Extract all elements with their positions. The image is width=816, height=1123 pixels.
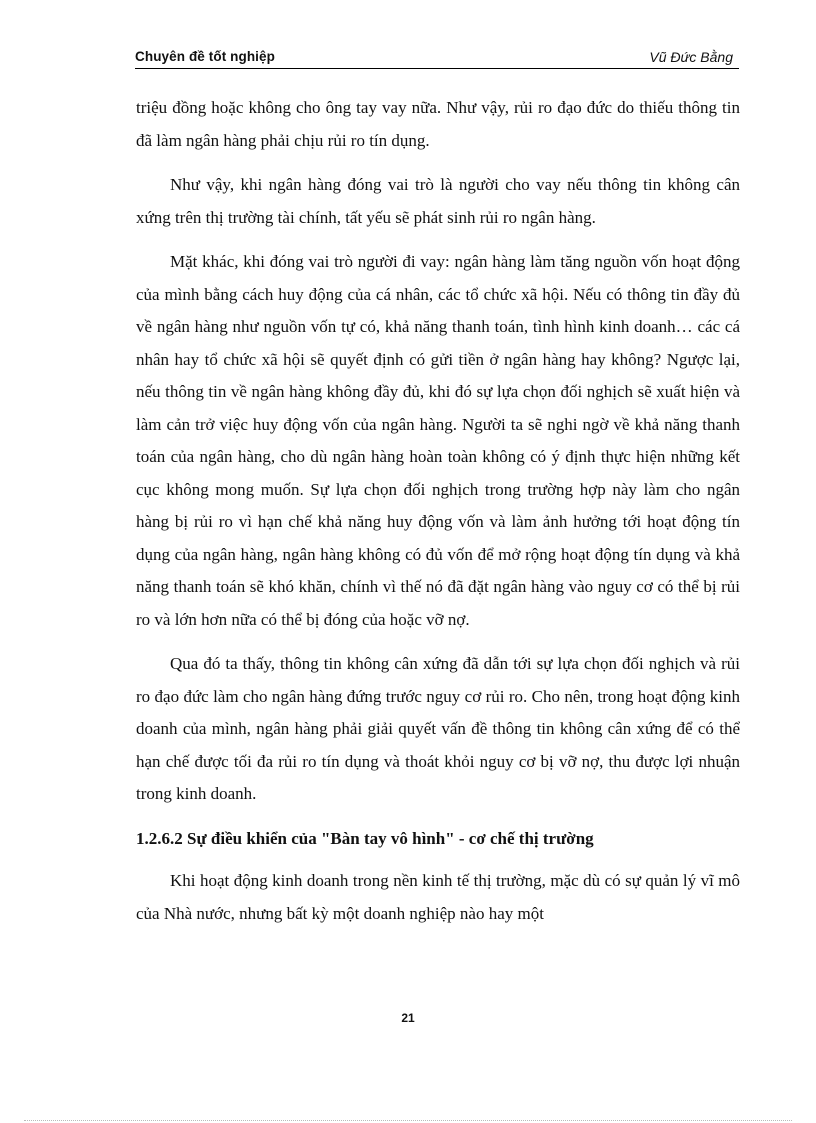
page-header [135, 48, 739, 70]
section-heading: 1.2.6.2 Sự điều khiển của "Bàn tay vô hình" - cơ chế thị trường [136, 828, 594, 848]
paragraph-2: Như vậy, khi ngân hàng đóng vai trò là người cho vay nếu thông tin không cân xứng trên thị trường tài chính, tất yếu sẽ phát sinh rủi ro ngân hàng. [136, 175, 740, 227]
header-author: Vũ Đức Bằng [649, 49, 733, 65]
paragraph-5: Khi hoạt động kinh doanh trong nền kinh tế thị trường, mặc dù có sự quản lý vĩ mô của Nhà nước, nhưng bất kỳ một doanh nghiệp nào hay một [136, 871, 740, 923]
paragraph-4: Qua đó ta thấy, thông tin không cân xứng đã dẫn tới sự lựa chọn đối nghịch và rủi ro đạo đức làm cho ngân hàng đứng trước nguy cơ rủi ro. Cho nên, trong hoạt động kinh doanh của mình, ngân hàng phải giải quyết vấn đề thông tin không cân xứng để có thể hạn chế được tối đa rủi ro tín dụng và thoát khỏi nguy cơ bị vỡ nợ, thu được lợi nhuận trong kinh doanh. [136, 654, 740, 803]
page-body [136, 92, 740, 942]
page-number: 21 [401, 1011, 415, 1025]
page-bottom-border [24, 1120, 792, 1121]
paragraph-1: triệu đồng hoặc không cho ông tay vay nữa. Như vậy, rủi ro đạo đức do thiếu thông tin đã làm ngân hàng phải chịu rủi ro tín dụng. [136, 98, 740, 150]
paragraph-3: Mặt khác, khi đóng vai trò người đi vay: ngân hàng làm tăng nguồn vốn hoạt động của mình bằng cách huy động của cá nhân, các tổ chức xã hội. Nếu có thông tin đầy đủ về ngân hàng như nguồn vốn tự có, khả năng thanh toán, tình hình kinh doanh… các cá nhân hay tổ chức xã hội sẽ quyết định có gửi tiền ở ngân hàng hay không? Ngược lại, nếu thông tin về ngân hàng không đầy đủ, khi đó sự lựa chọn đối nghịch sẽ xuất hiện và làm cản trở việc huy động vốn của ngân hàng. Người ta sẽ nghi ngờ về khả năng thanh toán của ngân hàng, cho dù ngân hàng hoàn toàn không có ý định thực hiện những kết cục không mong muốn. Sự lựa chọn đối nghịch trong trường hợp này làm cho ngân hàng bị rủi ro vì hạn chế khả năng huy động vốn và làm ảnh hưởng tới hoạt động tín dụng của ngân hàng, ngân hàng không có đủ vốn để mở rộng hoạt động tín dụng và khả năng thanh toán sẽ khó khăn, chính vì thế nó đã đặt ngân hàng vào nguy cơ có thể bị rủi ro và lớn hơn nữa có thể bị đóng của hoặc vỡ nợ. [136, 252, 740, 629]
header-document-title: Chuyên đề tốt nghiệp [135, 49, 275, 64]
header-rule [135, 68, 739, 69]
